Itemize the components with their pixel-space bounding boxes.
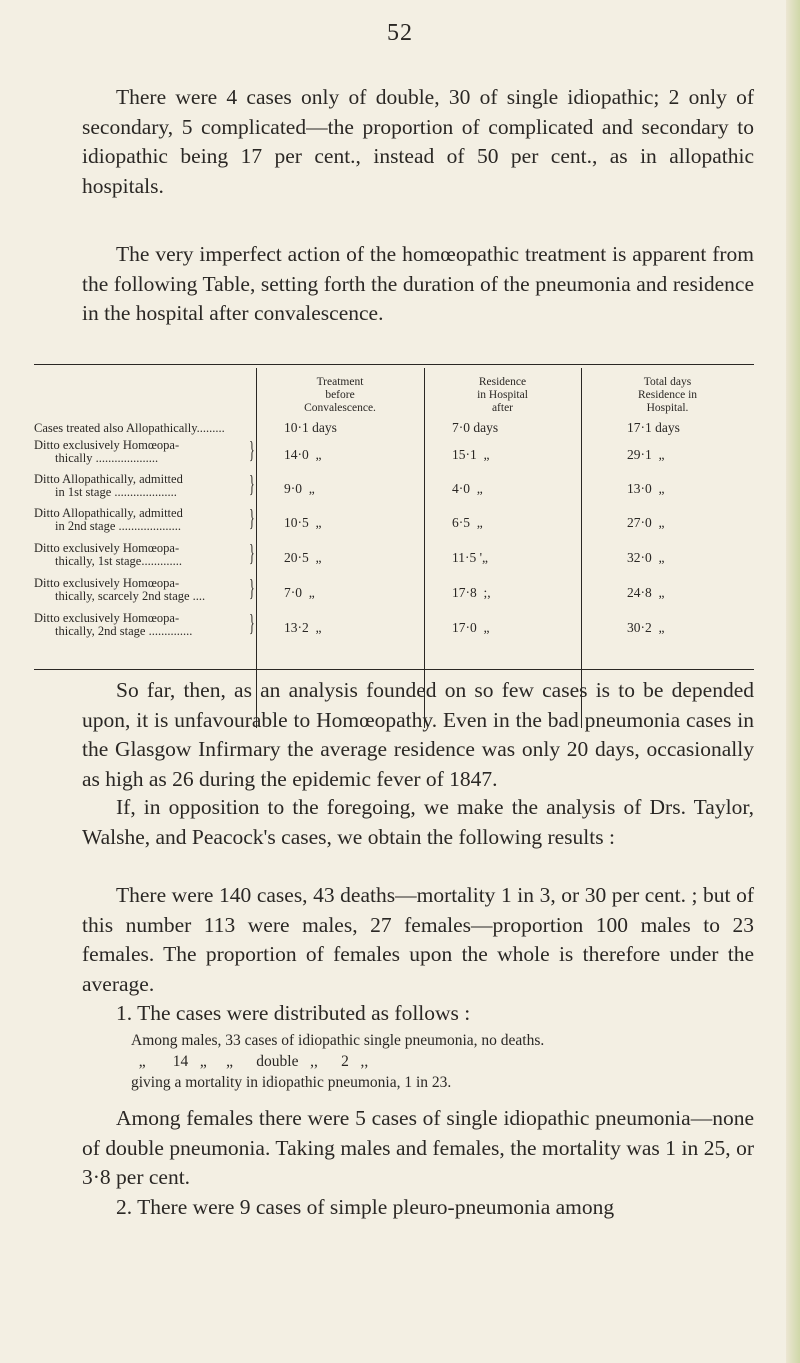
page-edge (786, 0, 800, 1363)
cell-treatment: 7·0 „ (284, 585, 315, 600)
paragraph-table-intro: The very imperfect action of the homœopathic treatment is apparent from the following Table, setting forth the duration of the pneumonia and residence in the hospital after convalescence. (82, 242, 754, 325)
cell-residence: 6·5 „ (452, 515, 483, 530)
males-line: giving a mortality in idiopathic pneumonia, 1 in 23. (131, 1074, 452, 1091)
cell-residence: 15·1 „ (452, 447, 490, 462)
cell-treatment: 14·0 „ (284, 447, 322, 462)
cell-treatment: 10·5 „ (284, 515, 322, 530)
table-row (34, 507, 754, 537)
cell-total: 27·0 „ (627, 515, 665, 530)
table-row (34, 577, 754, 607)
header-treatment: Treatment before Convalescence. (304, 376, 376, 414)
paragraph-analysis: So far, then, as an analysis founded on so few cases is to be depended upon, it is unfavourable to Homœopathy. Even in the bad pneumonia cases in the Glasgow Infirmary the average residence was only 20 days, occasionally as high as 26 during the epidemic fever of 1847. (82, 678, 754, 791)
table-top-rule (34, 364, 754, 365)
row-label: Ditto Allopathically, admitted in 1st stage .................... (34, 472, 183, 499)
brace-icon: } (249, 506, 255, 532)
row-label: Ditto exclusively Homœopa- thically, 2nd stage .............. (34, 611, 193, 638)
header-total-days: Total days Residence in Hospital. (637, 376, 698, 414)
cell-treatment: 10·1 days (284, 420, 337, 435)
males-summary (131, 1030, 731, 1093)
cell-total: 30·2 „ (627, 620, 665, 635)
row-label: Ditto exclusively Homœopa- thically .................... (34, 438, 180, 465)
cell-total: 24·8 „ (627, 585, 665, 600)
cell-residence: 4·0 „ (452, 481, 483, 496)
brace-icon: } (249, 438, 255, 464)
brace-icon: } (249, 541, 255, 567)
cell-treatment: 20·5 „ (284, 550, 322, 565)
cell-residence: 11·5 '„ (452, 550, 489, 565)
cell-residence: 7·0 days (452, 420, 499, 435)
table-row (34, 542, 754, 572)
paragraph-cases: There were 140 cases, 43 deaths—mortality 1 in 3, or 30 per cent. ; but of this number 113 were males, 27 females—proportion 100 males to 23 females. The proportion of females upon the whole is therefore under the average. (82, 883, 754, 996)
cell-total: 29·1 „ (627, 447, 665, 462)
brace-icon: } (249, 576, 255, 602)
brace-icon: } (249, 472, 255, 498)
brace-icon: } (249, 611, 255, 637)
row-label: Ditto exclusively Homœopa- thically, 1st stage............. (34, 541, 182, 568)
cell-total: 32·0 „ (627, 550, 665, 565)
cell-total: 17·1 days (627, 420, 680, 435)
paragraph-females: Among females there were 5 cases of single idiopathic pneumonia—none of double pneumonia. Taking males and females, the mortality was 1 in 25, or 3·8 per cent. (82, 1106, 754, 1189)
cell-treatment: 9·0 „ (284, 481, 315, 496)
row-label: Ditto Allopathically, admitted in 2nd stage .................... (34, 506, 183, 533)
males-line: „ 14 „ „ double ,, 2 ,, (131, 1053, 369, 1070)
paragraph-intro: There were 4 cases only of double, 30 of single idiopathic; 2 only of secondary, 5 complicated—the proportion of complicated and secondary to idiopathic being 17 per cent., instead of 50 per cent., as in allopathic hospitals. (82, 85, 754, 198)
table-row (34, 473, 754, 503)
males-line: Among males, 33 cases of idiopathic single pneumonia, no deaths. (131, 1032, 545, 1049)
cell-residence: 17·0 „ (452, 620, 490, 635)
row-label: Ditto exclusively Homœopa- thically, scarcely 2nd stage .... (34, 576, 206, 603)
page-number: 52 (387, 20, 413, 46)
cell-residence: 17·8 ;, (452, 585, 491, 600)
table-bottom-rule (34, 669, 754, 670)
paragraph-pleuro: 2. There were 9 cases of simple pleuro-pneumonia among (116, 1195, 615, 1219)
cell-total: 13·0 „ (627, 481, 665, 496)
row-label: Cases treated also Allopathically......... (34, 421, 225, 435)
table-row (34, 612, 754, 642)
header-residence-after: Residence in Hospital after (477, 376, 528, 414)
cell-treatment: 13·2 „ (284, 620, 322, 635)
table-row (34, 439, 754, 469)
paragraph-distribution: 1. The cases were distributed as follows : (116, 1001, 471, 1025)
paragraph-opposition: If, in opposition to the foregoing, we make the analysis of Drs. Taylor, Walshe, and Peacock's cases, we obtain the following results : (82, 795, 754, 849)
